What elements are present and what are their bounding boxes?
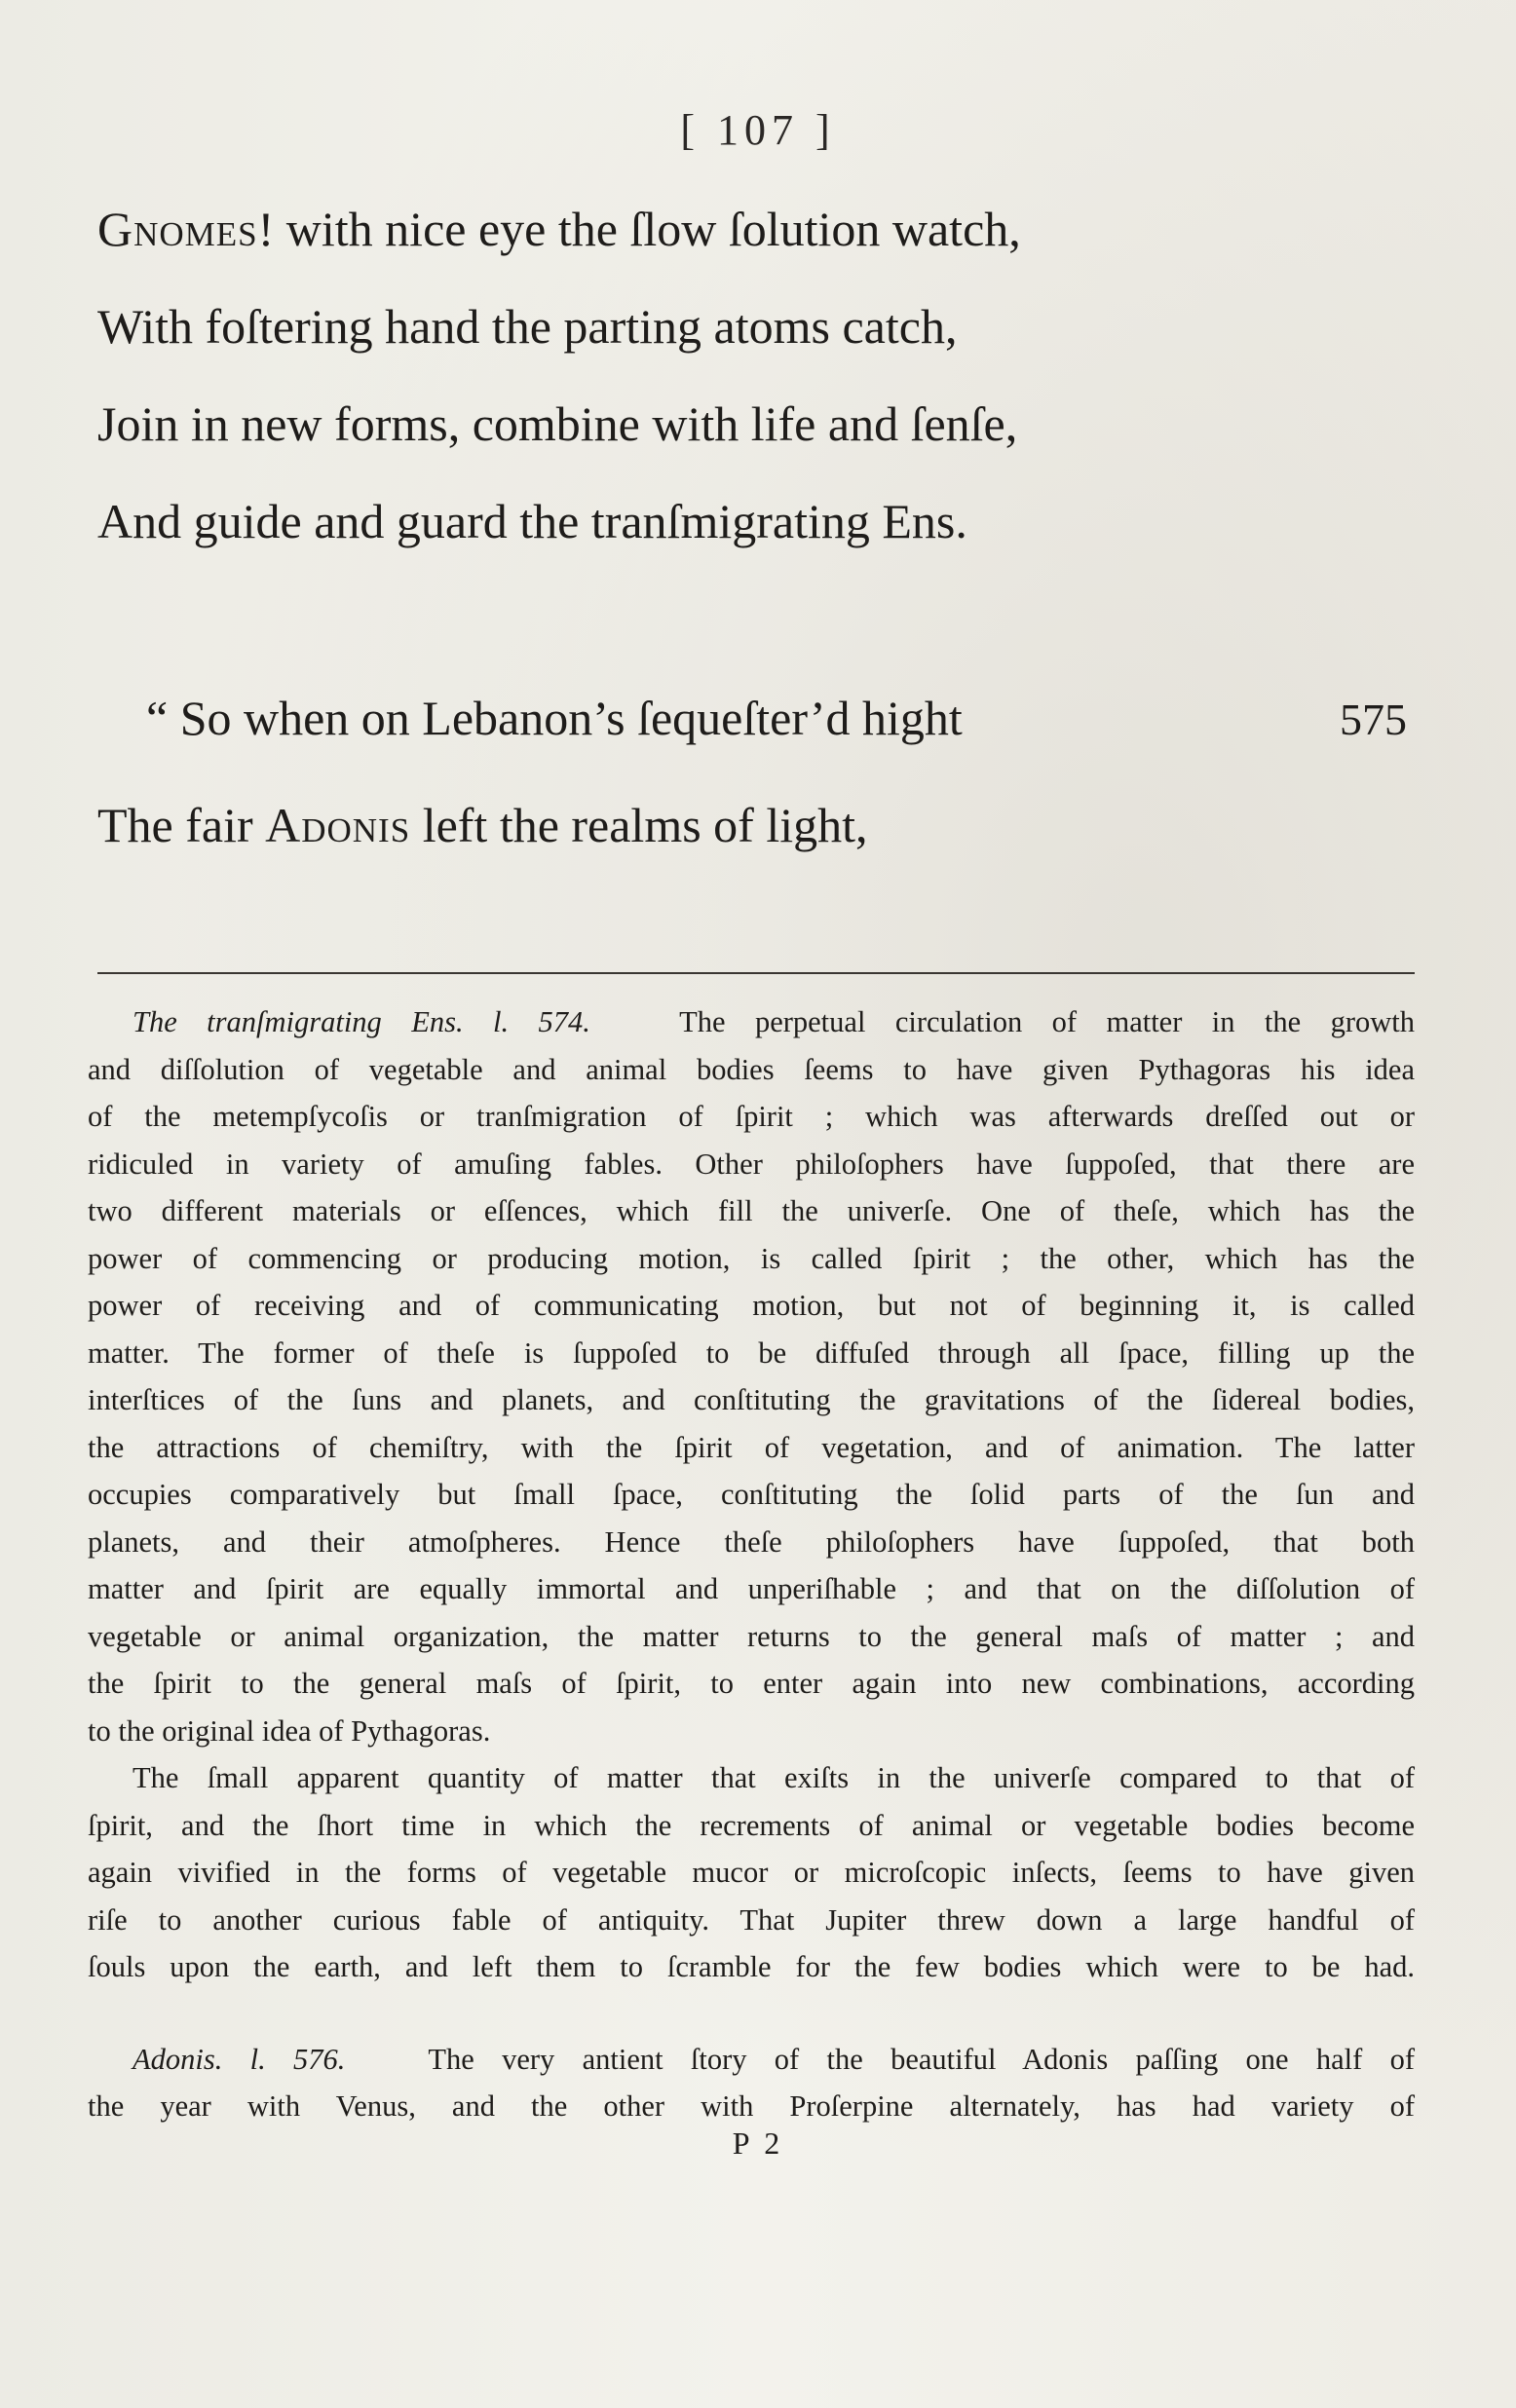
footnote-adonis [88,2036,1415,2130]
verse-line: And guide and guard the tranſmigrating Ens. [97,494,967,548]
note-line: two different materials or eſſences, which fill the univerſe. One of theſe, which has the [88,1194,1415,1227]
note-line: and diſſolution of vegetable and animal bodies ſeems to have given Pythagoras his idea [88,1052,1415,1086]
note-line: the ſpirit to the general maſs of ſpirit, to enter again into new combinations, according [88,1667,1415,1700]
verse-line: The fair Adonis left the realms of light, [97,798,868,852]
note-line: riſe to another curious fable of antiquity. That Jupiter threw down a large handful of [88,1902,1415,1937]
note-line: of the metempſycoſis or tranſmigration of ſpirit ; which was afterwards dreſſed out or [88,1100,1415,1133]
footnote-small-quantity [88,1754,1415,1991]
note-line: ridiculed in variety of amuſing fables. Other philoſophers have ſuppoſed, that there are [88,1147,1415,1181]
note-line: the year with Venus, and the other with Proſerpine alternately, has had variety of [88,2089,1415,2123]
verse-line: “ So when on Lebanon’s ſequeſter’d hight [146,691,963,745]
note-line: again vivified in the forms of vegetable mucor or microſcopic inſects, ſeems to have given [88,1856,1415,1889]
note-line: ſpirit, and the ſhort time in which the recrements of animal or vegetable bodies become [88,1808,1415,1842]
page-number: [ 107 ] [680,106,836,154]
paragraph-gap [88,1991,1415,2036]
note-line: interſtices of the ſuns and planets, and conſtituting the gravitations of the ſidereal bodies, [88,1383,1415,1416]
note-label: Adonis. l. 576. [133,2042,346,2076]
note-line: matter and ſpirit are equally immortal and unperiſhable ; and that on the diſſolution of [88,1572,1415,1605]
note-line: ſouls upon the earth, and left them to ſcramble for the few bodies which were to be had. [88,1950,1415,1983]
verse-line: With foſtering hand the parting atoms catch, [97,299,958,354]
note-line: occupies comparatively but ſmall ſpace, conſtituting the ſolid parts of the ſun and [88,1478,1415,1511]
verse-small-caps: Adonis [265,798,411,852]
note-line: The tranſmigrating Ens. l. 574. The perpetual circulation of matter in the growth [133,1005,1416,1038]
note-line: the attractions of chemiſtry, with the ſpirit of vegetation, and of animation. The latter [88,1430,1415,1464]
note-line: vegetable or animal organization, the matter returns to the general maſs of matter ; and [88,1619,1415,1653]
verse-line: Join in new forms, combine with life and ſenſe, [97,396,1018,451]
note-line: power of commencing or producing motion, is called ſpirit ; the other, which has the [88,1241,1415,1275]
note-line: planets, and their atmoſpheres. Hence theſe philoſophers have ſuppoſed, that both [88,1524,1415,1559]
footnote-transmigrating-ens [88,998,1415,1754]
footnotes [88,998,1415,2130]
note-line: The ſmall apparent quantity of matter that exiſts in the univerſe compared to that of [133,1761,1415,1794]
signature-mark: P 2 [732,2126,784,2161]
note-line: matter. The former of theſe is ſuppoſed to be diffuſed through all ſpace, filling up the [88,1336,1415,1370]
verse-line-number: 575 [1340,695,1407,744]
note-line: Adonis. l. 576. The very antient ſtory of the beautiful Adonis paſſing one half of [133,2042,1416,2076]
verse-line: Gnomes! with nice eye the ſlow ſolution watch, [97,202,1021,256]
footnote-divider [97,972,1415,974]
note-line: to the original idea of Pythagoras. [88,1713,491,1748]
note-label: The tranſmigrating Ens. l. 574. [133,1005,590,1038]
note-line: power of receiving and of communicating motion, but not of beginning it, is called [88,1289,1415,1322]
verse-small-caps: Gnomes [97,202,258,256]
